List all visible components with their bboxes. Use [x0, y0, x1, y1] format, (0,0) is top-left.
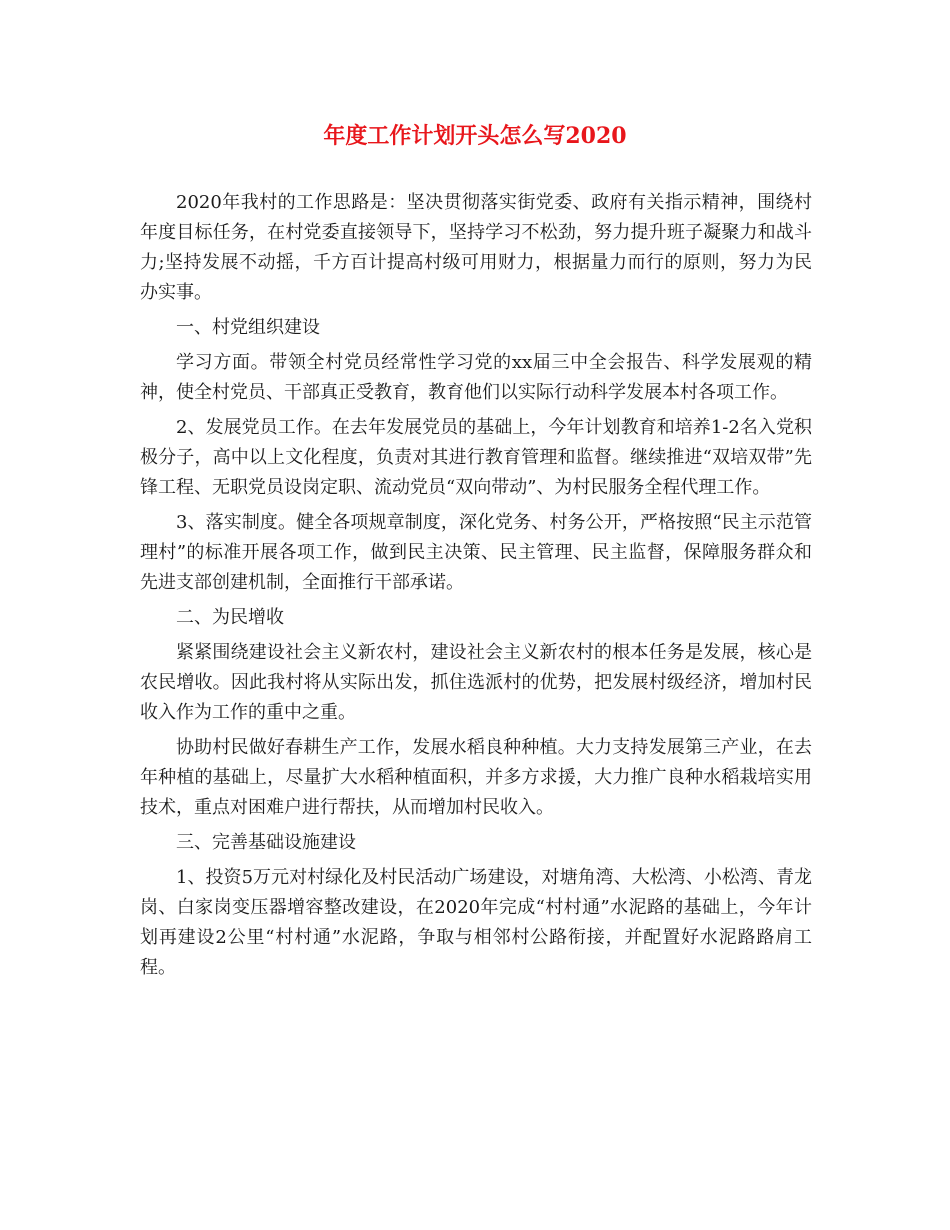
paragraph-implement-system: 3、落实制度。健全各项规章制度，深化党务、村务公开，严格按照“民主示范管理村”的标准开展各项工作，做到民主决策、民主管理、民主监督，保障服务群众和先进支部创建机制，全面推行干部承诺。 [140, 512, 812, 593]
document-body [140, 188, 812, 988]
document-title: 年度工作计划开头怎么写2020 [323, 123, 627, 149]
paragraph-investment: 1、投资5万元对村绿化及村民活动广场建设，对塘角湾、大松湾、小松湾、青龙岗、白家岗变压器增容整改建设，在2020年完成“村村通”水泥路的基础上，今年计划再建设2公里“村村通”水泥路，争取与相邻村公路衔接，并配置好水泥路路肩工程。 [140, 867, 812, 978]
paragraph-study: 学习方面。带领全村党员经常性学习党的xx届三中全会报告、科学发展观的精神，使全村党员、干部真正受教育，教育他们以实际行动科学发展本村各项工作。 [140, 352, 812, 403]
paragraph-spring-farming: 协助村民做好春耕生产工作，发展水稻良种种植。大力支持发展第三产业，在去年种植的基础上，尽量扩大水稻种植面积，并多方求援，大力推广良种水稻栽培实用技术，重点对困难户进行帮扶，从而增加村民收入。 [140, 737, 812, 818]
section-heading-income: 二、为民增收 [176, 607, 284, 628]
paragraph-new-countryside: 紧紧围绕建设社会主义新农村，建设社会主义新农村的根本任务是发展，核心是农民增收。因此我村将从实际出发，抓住选派村的优势，把发展村级经济，增加村民收入作为工作的重中之重。 [140, 642, 812, 723]
section-heading-party-organization: 一、村党组织建设 [176, 317, 320, 338]
section-heading-infrastructure: 三、完善基础设施建设 [176, 832, 356, 853]
paragraph-intro: 2020年我村的工作思路是：坚决贯彻落实街党委、政府有关指示精神，围绕村年度目标任务，在村党委直接领导下，坚持学习不松劲，努力提升班子凝聚力和战斗力;坚持发展不动摇，千方百计提高村级可用财力，根据量力而行的原则，努力为民办实事。 [140, 192, 812, 303]
paragraph-party-member-development: 2、发展党员工作。在去年发展党员的基础上，今年计划教育和培养1-2名入党积极分子，高中以上文化程度，负责对其进行教育管理和监督。继续推进“双培双带”先锋工程、无职党员设岗定职、流动党员“双向带动”、为村民服务全程代理工作。 [140, 417, 812, 498]
